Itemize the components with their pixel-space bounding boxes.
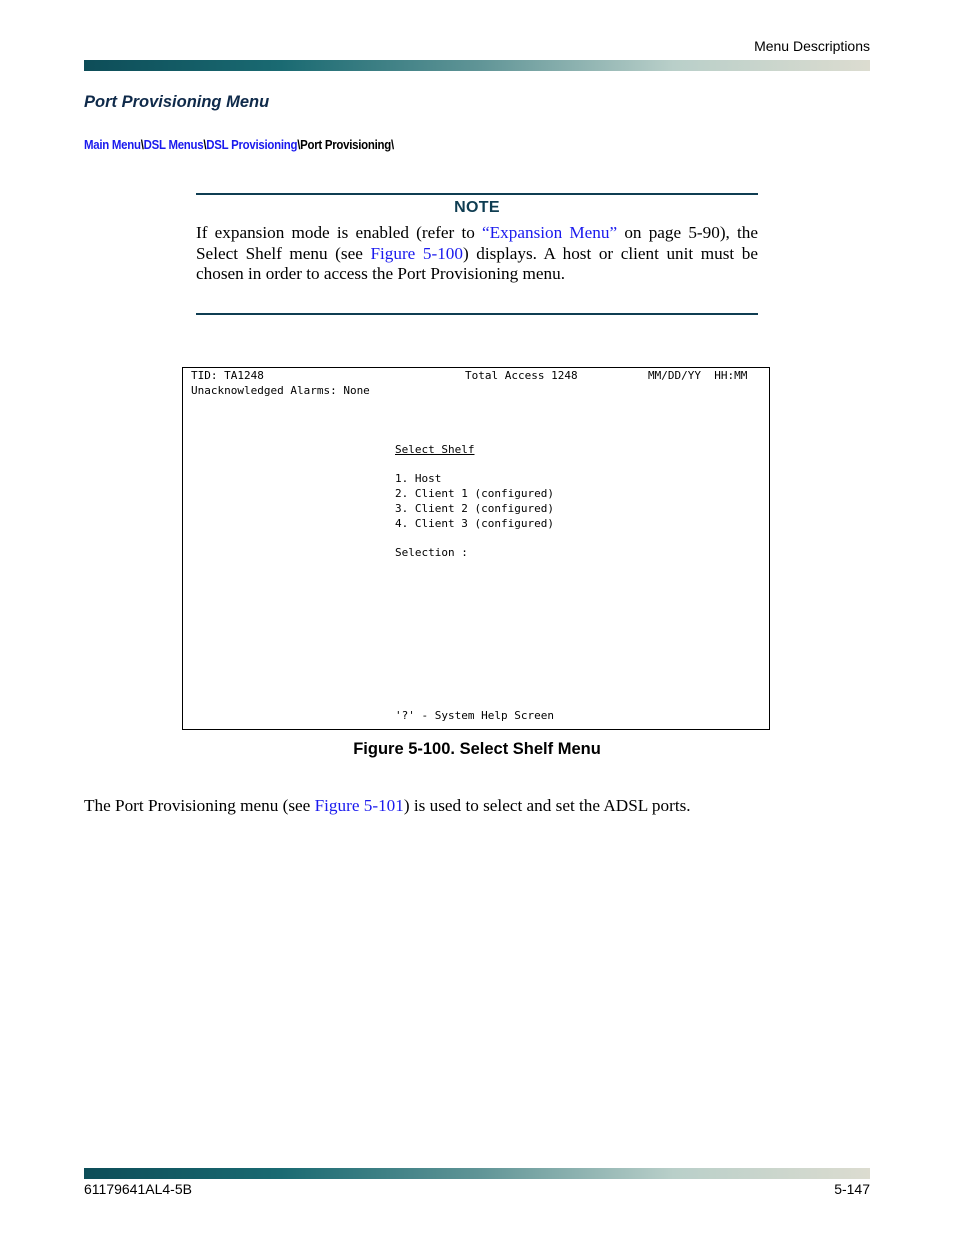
figure-5-100-link[interactable]: Figure 5-100 [370,243,463,263]
figure-5-101-link[interactable]: Figure 5-101 [314,796,404,815]
help-hint: '?' - System Help Screen [395,709,554,722]
breadcrumb-current: Port Provisioning\ [300,137,394,152]
note-title: NOTE [454,199,500,216]
header-rule-bar [84,60,870,71]
running-header: Menu Descriptions [754,38,870,54]
terminal-alarms: Unacknowledged Alarms: None [191,384,370,397]
breadcrumb-link-main-menu[interactable]: Main Menu [84,137,141,152]
body-paragraph [84,796,691,816]
breadcrumb-link-dsl-menus[interactable]: DSL Menus [143,137,204,152]
terminal-screen [182,367,770,730]
paragraph-text: ) is used to select and set the ADSL ports. [403,796,691,815]
terminal-product: Total Access 1248 [465,369,578,382]
figure-caption-text: Figure 5-100. Select Shelf Menu [353,740,601,758]
breadcrumb-link-dsl-provisioning[interactable]: DSL Provisioning [206,137,298,152]
expansion-menu-link[interactable]: “Expansion Menu” [482,223,618,242]
terminal-datetime: MM/DD/YY HH:MM [648,369,748,382]
footer-doc-number: 61179641AL4-5B [84,1181,192,1197]
note-text: on page 5-90), the Select Shelf menu (see [196,223,759,263]
note-text: If expansion mode is enabled (refer to [196,223,483,242]
section-title: Port Provisioning Menu [84,93,270,111]
menu-item-client-3[interactable]: 4. Client 3 (configured) [395,517,554,530]
menu-item-host[interactable]: 1. Host [395,472,442,485]
breadcrumb-separator: \ [297,137,301,152]
note-box [196,193,758,315]
breadcrumb-separator: \ [203,137,207,152]
note-text: ) displays. A host or client unit must be chosen in order to access the Port Provisioning menu. [196,243,759,283]
selection-prompt[interactable]: Selection : [395,546,468,559]
footer-page-number: 5-147 [834,1181,870,1197]
figure-caption [0,740,954,759]
paragraph-text: The Port Provisioning menu (see [84,796,315,815]
footer-rule-bar [84,1168,870,1179]
breadcrumb [84,137,394,152]
terminal-menu-title: Select Shelf [395,443,475,456]
breadcrumb-separator: \ [140,137,144,152]
note-body [196,223,758,285]
menu-item-client-2[interactable]: 3. Client 2 (configured) [395,502,554,515]
menu-item-client-1[interactable]: 2. Client 1 (configured) [395,487,554,500]
terminal-tid: TID: TA1248 [191,369,264,382]
